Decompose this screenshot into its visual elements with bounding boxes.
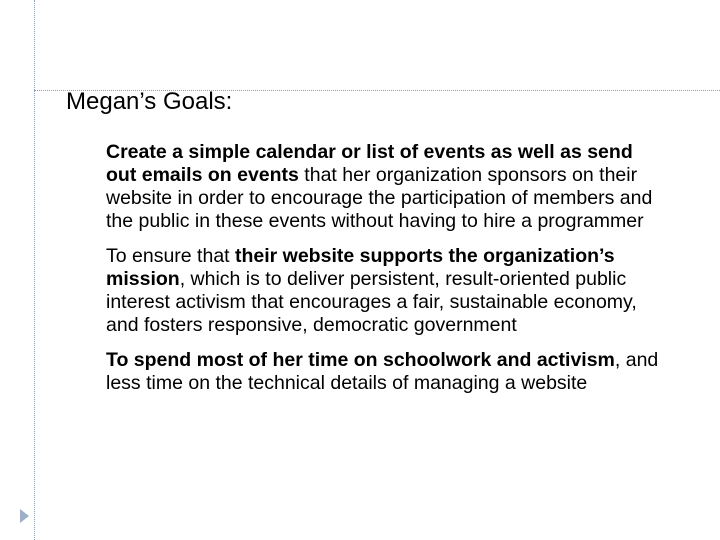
slide-title: Megan’s Goals: <box>66 88 233 115</box>
goal-item-3 <box>106 349 666 395</box>
triangle-bullet-icon <box>20 509 29 523</box>
goal-2-lead: To ensure that <box>106 245 235 267</box>
vertical-guide-line <box>34 0 35 540</box>
goal-2-emphasis: their website supports the organization’s mission <box>106 245 615 290</box>
goals-list <box>106 141 666 407</box>
goal-2-text: , which is to deliver persistent, result-oriented public interest activism that encourages a fair, sustainable economy, and fosters responsive, democratic government <box>106 268 637 336</box>
goal-1-emphasis: Create a simple calendar or list of events as well as send out emails on events <box>106 141 633 186</box>
goal-item-2 <box>106 245 666 337</box>
goal-3-emphasis: To spend most of her time on schoolwork and activism <box>106 349 615 371</box>
goal-item-1 <box>106 141 666 233</box>
goal-3-text: , and less time on the technical details of managing a website <box>106 349 659 394</box>
goal-1-text: that her organization sponsors on their website in order to encourage the participation of members and the public in these events without having to hire a programmer <box>106 164 653 232</box>
